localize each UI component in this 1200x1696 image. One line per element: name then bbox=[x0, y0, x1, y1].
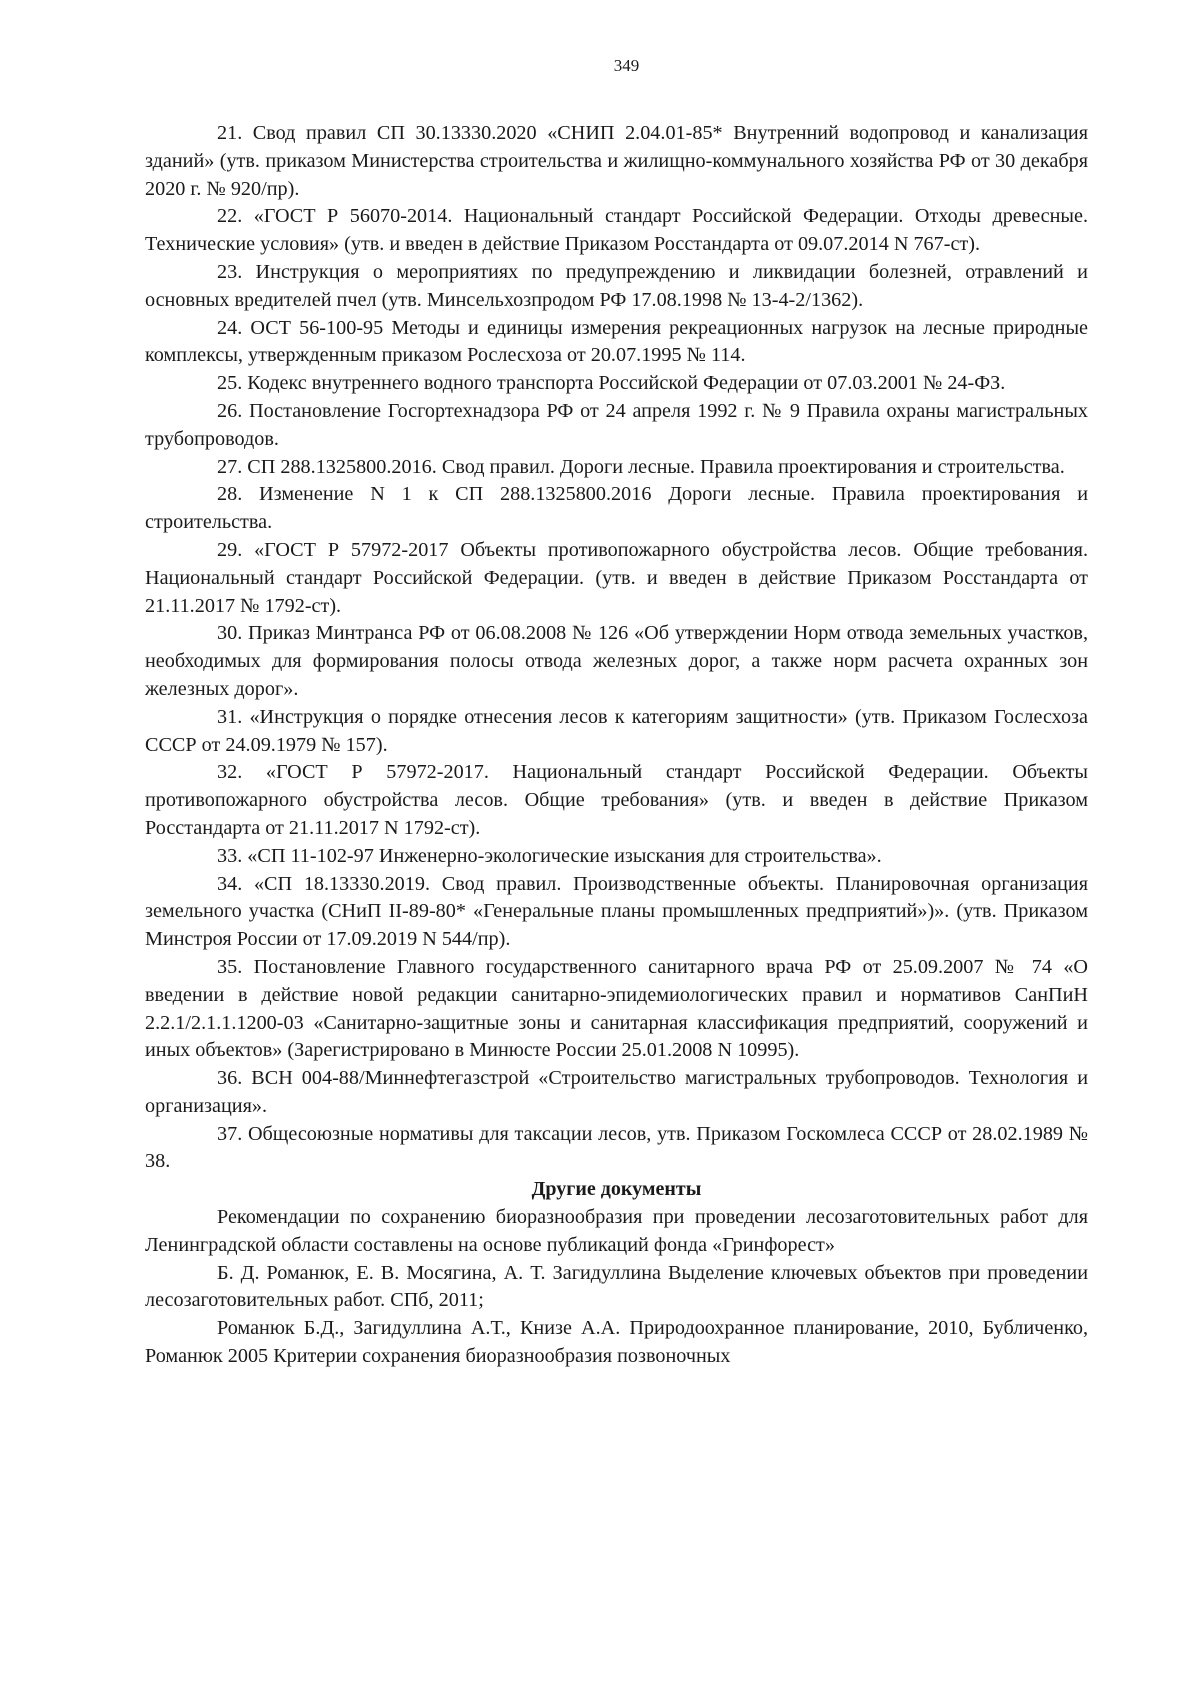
page-number: 349 bbox=[613, 56, 640, 75]
list-item: 26. Постановление Госгортехнадзора РФ от 24 апреля 1992 г. № 9 Правила охраны магистральных трубопроводов. bbox=[145, 399, 1088, 450]
list-item: 37. Общесоюзные нормативы для таксации лесов, утв. Приказом Госкомлеса СССР от 28.02.1989 № 38. bbox=[145, 1122, 1088, 1173]
section-title: Другие документы bbox=[531, 1178, 702, 1201]
list-item: 28. Изменение N 1 к СП 288.1325800.2016 Дороги лесные. Правила проектирования и строительства. bbox=[145, 483, 1088, 534]
list-item: 33. «СП 11-102-97 Инженерно-экологические изыскания для строительства». bbox=[217, 844, 882, 867]
list-item: 30. Приказ Минтранса РФ от 06.08.2008 № 126 «Об утверждении Норм отвода земельных участков, необходимых для формирования полосы отвода железных дорог, а также норм расчета охранных зон железных дорог». bbox=[145, 622, 1088, 700]
list-item: 24. ОСТ 56-100-95 Методы и единицы измерения рекреационных нагрузок на лесные природные комплексы, утвержденным приказом Рослесхоза от 20.07.1995 № 114. bbox=[145, 316, 1088, 367]
paragraph: Рекомендации по сохранению биоразнообразия при проведении лесозаготовительных работ для Ленинградской области составлены на основе публикаций фонда «Гринфорест» bbox=[145, 1206, 1088, 1256]
list-item: 23. Инструкция о мероприятиях по предупреждению и ликвидации болезней, отравлений и основных вредителей пчел (утв. Минсельхозпродом РФ 17.08.1998 № 13-4-2/1362). bbox=[145, 260, 1088, 311]
list-item: 32. «ГОСТ Р 57972-2017. Национальный стандарт Российской Федерации. Объекты противопожарного обустройства лесов. Общие требования» (утв. и введен в действие Приказом Росстандарта от 21.11.2017 N 1792-ст). bbox=[145, 761, 1088, 839]
list-item: 31. «Инструкция о порядке отнесения лесов к категориям защитности» (утв. Приказом Гослесхоза СССР от 24.09.1979 № 157). bbox=[145, 705, 1088, 756]
list-item: 22. «ГОСТ Р 56070-2014. Национальный стандарт Российской Федерации. Отходы древесные. Технические условия» (утв. и введен в действие Приказом Росстандарта от 09.07.2014 N 767-ст). bbox=[145, 205, 1088, 256]
list-item: 25. Кодекс внутреннего водного транспорта Российской Федерации от 07.03.2001 № 24-ФЗ. bbox=[217, 372, 1006, 395]
list-item: 36. ВСН 004-88/Миннефтегазстрой «Строительство магистральных трубопроводов. Технология и организация». bbox=[145, 1067, 1088, 1117]
list-item: 27. СП 288.1325800.2016. Свод правил. Дороги лесные. Правила проектирования и строительства. bbox=[217, 455, 1065, 478]
list-item: 34. «СП 18.13330.2019. Свод правил. Производственные объекты. Планировочная организация земельного участка (СНиП II-89-80* «Генеральные планы промышленных предприятий»)». (утв. Приказом Минстроя России от 17.09.2019 N 544/пр). bbox=[145, 872, 1088, 951]
paragraph: Романюк Б.Д., Загидуллина А.Т., Книзе А.А. Природоохранное планирование, 2010, Бубличенко, Романюк 2005 Критерии сохранения биоразнообразия позвоночных bbox=[145, 1317, 1088, 1368]
list-item: 35. Постановление Главного государственного санитарного врача РФ от 25.09.2007 № 74 «О введении в действие новой редакции санитарно-эпидемиологических правил и нормативов СанПиН 2.2.1/2.1.1.1200-03 «Санитарно-защитные зоны и санитарная классификация предприятий, сооружений и иных объектов» (Зарегистрировано в Минюсте России 25.01.2008 N 10995). bbox=[145, 955, 1088, 1062]
paragraph: Б. Д. Романюк, Е. В. Мосягина, А. Т. Загидуллина Выделение ключевых объектов при проведении лесозаготовительных работ. СПб, 2011; bbox=[145, 1261, 1088, 1312]
list-item: 21. Свод правил СП 30.13330.2020 «СНИП 2.04.01-85* Внутренний водопровод и канализация зданий» (утв. приказом Министерства строительства и жилищно-коммунального хозяйства РФ от 30 декабря 2020 г. № 920/пр). bbox=[145, 122, 1088, 200]
document-body bbox=[145, 120, 1088, 1371]
list-item: 29. «ГОСТ Р 57972-2017 Объекты противопожарного обустройства лесов. Общие требования. Национальный стандарт Российской Федерации. (утв. и введен в действие Приказом Росстандарта от 21.11.2017 № 1792-ст). bbox=[145, 538, 1088, 617]
